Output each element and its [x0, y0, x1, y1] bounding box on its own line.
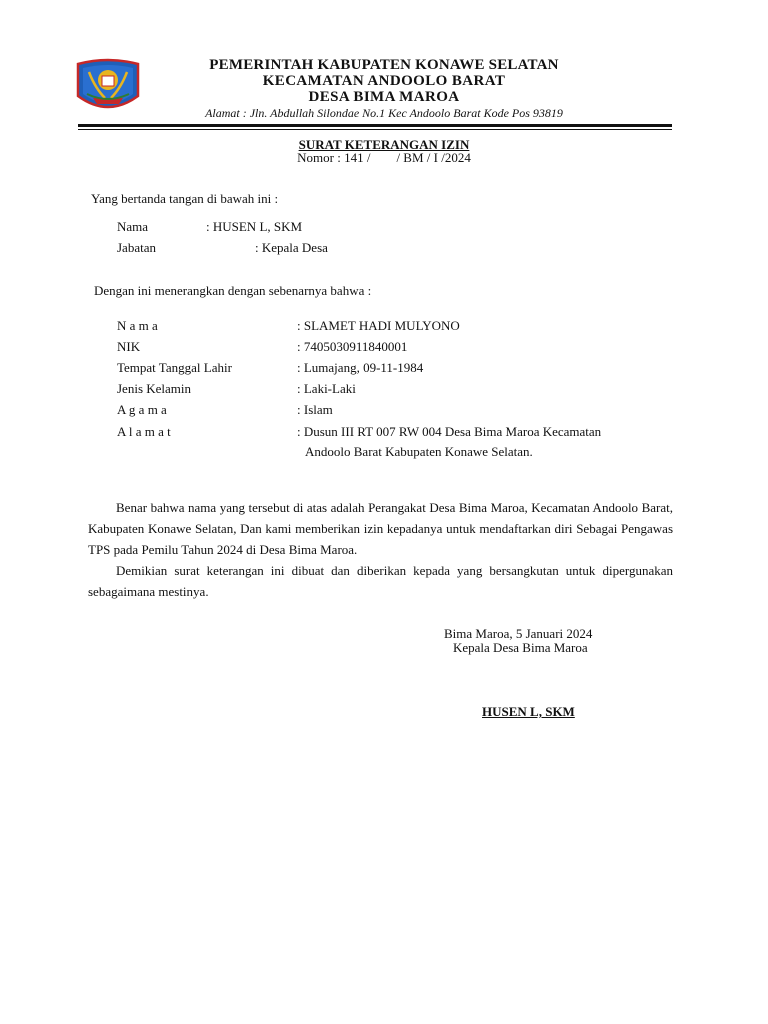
header-village: DESA BIMA MAROA — [308, 89, 460, 105]
person-address-value-line1: : Dusun III RT 007 RW 004 Desa Bima Maroa Kecamatan — [297, 424, 602, 439]
header-address: Alamat : Jln. Abdullah Silondae No.1 Kec Andoolo Barat Kode Pos 93819 — [205, 106, 563, 120]
body-paragraph-1 — [88, 497, 673, 560]
signer-name-value: : HUSEN L, SKM — [206, 219, 303, 234]
body-paragraph-2-text: Demikian surat keterangan ini dibuat dan diberikan kepada yang bersangkutan untuk dipergunakan sebagaimana mestinya. — [88, 563, 673, 599]
signer-position-value: : Kepala Desa — [255, 240, 328, 255]
body-paragraph-1-text: Benar bahwa nama yang tersebut di atas adalah Perangakat Desa Bima Maroa, Kecamatan Andoolo Barat, Kabupaten Konawe Selatan, Dan kami memberikan izin kepadanya untuk mendaftarkan diri Sebagai Pengawas TPS pada Pemilu Tahun 2024 di Desa Bima Maroa. — [88, 500, 673, 557]
person-religion-value: : Islam — [297, 402, 333, 417]
person-birth-label: Tempat Tanggal Lahir — [117, 360, 232, 375]
header-divider-thin — [78, 129, 672, 130]
signer-name-label: Nama — [117, 219, 149, 234]
letter-number: Nomor : 141 / / BM / I /2024 — [297, 150, 471, 165]
person-nik-label: NIK — [117, 339, 141, 354]
header-regency: PEMERINTAH KABUPATEN KONAWE SELATAN — [209, 57, 559, 73]
letter-title-text: SURAT KETERANGAN IZIN — [298, 137, 470, 152]
header-divider-thick — [78, 124, 672, 127]
person-name-value: : SLAMET HADI MULYONO — [297, 318, 460, 333]
signature-position: Kepala Desa Bima Maroa — [453, 640, 588, 655]
declaration-text: Dengan ini menerangkan dengan sebenarnya bahwa : — [94, 283, 372, 298]
signature-place-date: Bima Maroa, 5 Januari 2024 — [444, 626, 593, 641]
person-religion-label: A g a m a — [117, 402, 167, 417]
person-gender-value: : Laki-Laki — [297, 381, 356, 396]
person-name-label: N a m a — [117, 318, 158, 333]
person-birth-value: : Lumajang, 09-11-1984 — [297, 360, 424, 375]
header-district: KECAMATAN ANDOOLO BARAT — [262, 73, 506, 89]
person-address-label: A l a m a t — [117, 424, 171, 439]
person-nik-value: : 7405030911840001 — [297, 339, 408, 354]
body-paragraph-2 — [88, 560, 673, 602]
person-gender-label: Jenis Kelamin — [117, 381, 192, 396]
signature-name: HUSEN L, SKM — [482, 704, 575, 719]
regency-emblem-logo — [75, 58, 141, 116]
person-address-value-line2: Andoolo Barat Kabupaten Konawe Selatan. — [305, 444, 533, 459]
signer-position-label: Jabatan — [117, 240, 156, 255]
intro-text: Yang bertanda tangan di bawah ini : — [91, 191, 279, 206]
